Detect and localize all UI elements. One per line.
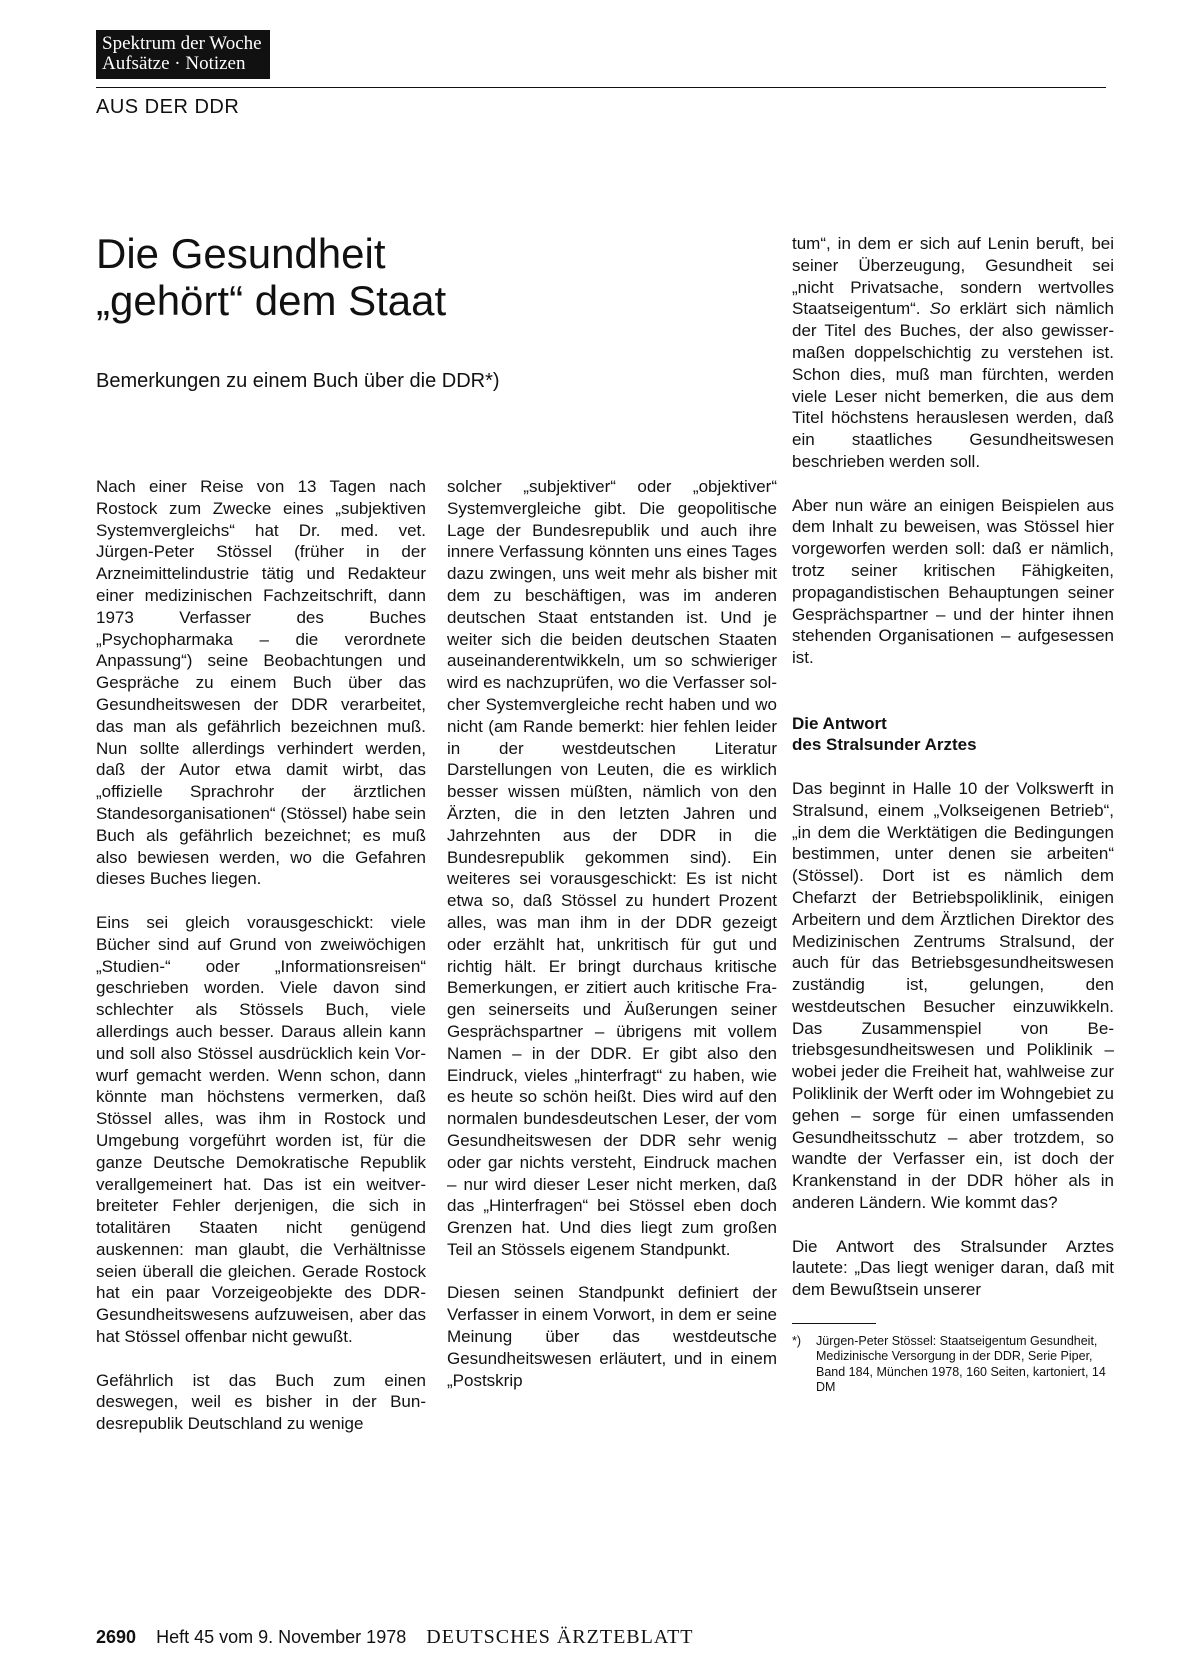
rubric-line-2: Aufsätze · Notizen [102, 53, 246, 74]
journal-name: DEUTSCHES ÄRZTEBLATT [426, 1626, 694, 1648]
footnote-rule [792, 1323, 876, 1324]
subheading-line-2: des Stralsunder Arztes [792, 735, 977, 755]
page-number: 2690 [96, 1627, 137, 1647]
issue-info: Heft 45 vom 9. November 1978 [156, 1627, 407, 1647]
rubric-line-1: Spektrum der Woche [102, 33, 262, 54]
footnote-mark: *) [792, 1333, 802, 1348]
subheading-line-1: Die Antwort [792, 713, 887, 733]
page-footer [96, 1626, 694, 1649]
section-label: AUS DER DDR [96, 96, 240, 118]
subheading [792, 713, 1114, 757]
article-title-line-1: Die Gesundheit [96, 230, 386, 277]
paragraph-6-part-b: erklärt sich nämlich der Titel des Buches, der also gewissermaßen doppelschichtig zu verstehen ist. Schon dies, muß man fürchten, werden viele Leser nicht bemerken, die aus dem Titel höchstens herauslesen werden, daß ein staatliches Gesundheitswesen beschrieben werden soll. [792, 299, 1114, 471]
text-column-1 [96, 476, 426, 1457]
paragraph-6-emphasis: So [929, 299, 951, 319]
paragraph-5: Diesen seinen Standpunkt definiert der Verfasser in einem Vorwort, in dem er seine Meinung über das westdeutsche Gesundheitswesen erläutert, und in einem „Postskrip [447, 1283, 777, 1390]
article-subtitle: Bemerkungen zu einem Buch über die DDR*) [96, 370, 500, 392]
paragraph-8: Das beginnt in Halle 10 der Volkswerft in Stralsund, einem „Volkseigenen Betrieb“, „in dem die Werktätigen die Bedingungen bestimmen, unter denen sie arbeiten“ (Stössel). Dort ist es nämlich dem Chefarzt der Betriebspoliklinik, einigen Arbeitern und dem Ärztlichen Direktor des Medizinischen Zentrums Stralsund, der auch für das Betriebsgesundheitswesen zuständig ist, gelungen, den westdeutschen Besucher einzuwikkeln. Das Zusammenspiel von Betriebsgesundheitswesen und Poliklinik – wobei jeder die Freiheit hat, wahlweise zur Poliklinik der Werft oder im Wohngebiet zu gehen – sorge für einen umfassenden Gesundheitsschutz – aber trotzdem, so wandte der Verfasser ein, ist doch der Krankenstand in der DDR höher als in anderen Ländern. Wie kommt das? [792, 778, 1114, 1213]
paragraph-7: Aber nun wäre an einigen Beispielen aus dem Inhalt zu beweisen, was Stössel hier vorgeworfen werden soll: daß er nämlich, trotz seiner kritischen Fähigkeiten, propagandistischen Behauptungen seiner Gesprächspartner – und der hinter ihnen stehenden Organisationen – aufgesessen ist. [792, 495, 1114, 668]
paragraph-9: Die Antwort des Stralsunder Arztes lautete: „Das liegt weniger daran, daß mit dem Bewußtsein unserer [792, 1236, 1114, 1300]
text-column-2 [447, 476, 777, 1413]
footnote [792, 1334, 1114, 1396]
paragraph-1: Nach einer Reise von 13 Tagen nach Rostock zum Zwecke eines „subjektiven Systemvergleichs“ hat Dr. med. vet. Jürgen-Peter Stössel (früher in der Arzneimittelindustrie tätig und Redakteur einer medizinischen Fachzeitschrift, dann 1973 Verfasser des Buches „Psychopharmaka – die verordnete Anpassung“) seine Beobachtungen und Gespräche zu einem Buch über das Gesundheitswesen der DDR verarbeitet, das man als gefährlich bezeichnen muß. Nun sollte allerdings verhindert werden, daß der Autor etwa damit wirbt, das „offizielle Sprachrohr der ärztlichen Standesorganisationen“ (Stössel) habe sein Buch als gefährlich bezeichnet; es muß also bewiesen werden, wo die Gefahren dieses Buches liegen. [96, 477, 426, 889]
article-title-line-2: „gehört“ dem Staat [96, 277, 447, 324]
article-title [96, 230, 446, 324]
paragraph-6 [792, 233, 1114, 473]
footnote-text: Jürgen-Peter Stössel: Staatseigentum Gesundheit, Medizinische Versorgung in der DDR, Serie Piper, Band 184, München 1978, 160 Seiten, kartoniert, 14 DM [816, 1333, 1106, 1395]
paragraph-6-part-a: tum“, in dem er sich auf Lenin beruft, bei seiner Überzeugung, Gesundheit sei „nicht Privatsache, sondern wertvolles Staatseigentum“. [792, 234, 1114, 319]
rubric-box [96, 30, 270, 79]
text-column-3 [792, 233, 1114, 1396]
paragraph-2: Eins sei gleich vorausgeschickt: viele Bücher sind auf Grund von zweiwöchigen „Studien-“ oder „Informationsreisen“ geschrieben worden. Viele davon sind schlechter als Stössels Buch, viele allerdings auch besser. Daraus allein kann und soll also Stössel ausdrücklich kein Vorwurf gemacht werden. Wenn schon, dann könnte man höchstens vermerken, daß Stössel alles, was ihm in Rostock und Umgebung vorgeführt worden ist, für die ganze Deutsche Demokratische Republik verallgemeinert hat. Das ist ein weitverbreiteter Fehler derjenigen, die sich in totalitären Staaten nicht genügend auskennen: man glaubt, die Verhältnisse seien überall die gleichen. Gerade Rostock hat ein paar Vorzeigeobjekte des DDR-Gesundheitswesens aufzuweisen, aber das hat Stössel offenbar nicht gewußt. [96, 912, 426, 1347]
paragraph-3: Gefährlich ist das Buch zum einen deswegen, weil es bisher in der Bundesrepublik Deutschland zu wenige [96, 1370, 426, 1434]
top-rule [96, 87, 1106, 88]
paragraph-4: solcher „subjektiver“ oder „objektiver“ Systemvergleiche gibt. Die geopolitische Lage der Bundesrepublik und auch ihre innere Verfassung könnten uns eines Tages dazu zwingen, uns weit mehr als bisher mit dem zu beschäftigen, was im anderen deutschen Staat entstanden ist. Und je weiter sich die beiden deutschen Staaten auseinanderentwikkeln, um so schwieriger wird es nachzuprüfen, wo die Verfasser solcher Systemvergleiche recht haben und wo nicht (am Rande bemerkt: hier fehlen leider in der westdeutschen Literatur Darstellungen von Leuten, die es wirklich besser wissen müßten, nämlich von den Ärzten, die in den letzten Jahren und Jahrzehnten aus der DDR in die Bundesrepublik gekommen sind). Ein weiteres sei vorausgeschickt: Es ist nicht etwa so, daß Stössel zu hundert Prozent alles, was man ihm in der DDR gezeigt oder erzählt hat, unkritisch für gut und richtig hält. Er bringt durchaus kritische Bemerkungen, er zitiert auch kritische Fragen seinerseits und Äußerungen seiner Gesprächspartner – übrigens mit vollem Namen – in der DDR. Er gibt also den Eindruck, vieles „hinterfragt“ zu haben, wie es heute so schön heißt. Dies wird auf den normalen bundesdeutschen Leser, der vom Gesundheitswesen der DDR sehr wenig oder gar nichts versteht, Eindruck machen – nur wird dieser Leser nicht merken, daß das „Hinterfragen“ bei Stössel eben doch Grenzen hat. Und dies liegt zum großen Teil an Stössels eigenem Standpunkt. [447, 477, 777, 1259]
